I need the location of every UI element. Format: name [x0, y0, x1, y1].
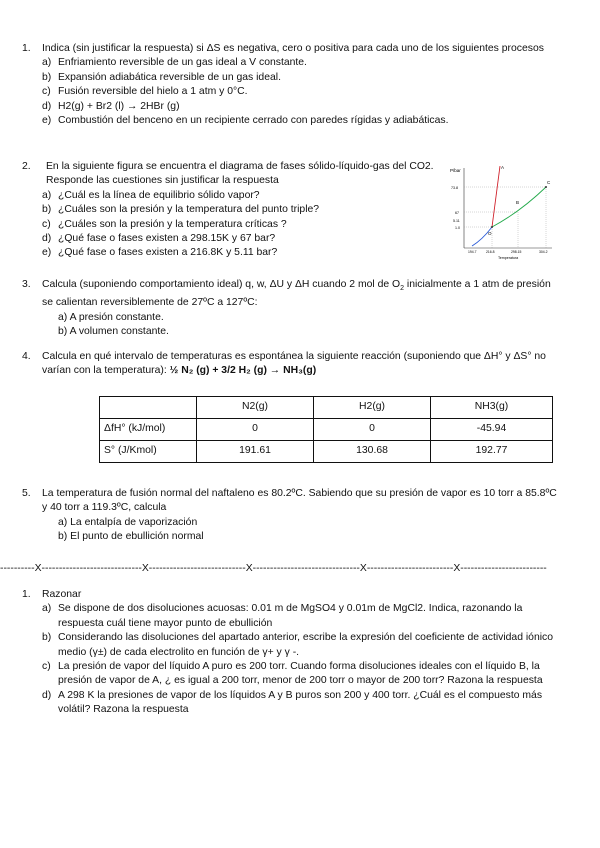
list-item: b) Considerando las disoluciones del apartado anterior, escribe la expresión del coeficiente de actividad iónico medio (γ±) de cada electrolito en función de γ+ y γ -. [42, 632, 554, 658]
list-item: b) A volumen constante. [58, 326, 169, 338]
question-5 [22, 487, 557, 545]
question-number: 1. [22, 589, 31, 600]
point-label: A [501, 165, 505, 170]
x-axis-label: Temperatura [498, 256, 519, 260]
y-axis-label: P/bar [450, 168, 461, 173]
tick-label: 304.2 [539, 250, 548, 254]
tick-label: 216.8 [486, 250, 495, 254]
solid-liquid-line [492, 166, 500, 227]
list-item: a) Se dispone de dos disoluciones acuosas: 0.01 m de MgSO4 y 0.01m de MgCl2. Indica, razonando la respuesta cuál tiene mayor punto de ebullición [42, 603, 523, 629]
table-row [100, 397, 553, 419]
tick-label: 67 [455, 211, 459, 215]
table-cell: NH3(g) [431, 397, 553, 419]
table-cell: 192.77 [431, 441, 553, 463]
tick-label: 1.0 [455, 226, 460, 230]
tick-label: 73.8 [451, 186, 458, 190]
phase-diagram [448, 160, 558, 260]
question-number: 1. [22, 43, 31, 54]
question-text: Calcula en qué intervalo de temperaturas es espontánea la siguiente reacción (suponiendo que ΔH° y ΔS° no varían con la temperatura): ½ N₂ (g) + 3/2 H₂ (g) → NH₃(g) [42, 351, 546, 377]
question-3 [22, 278, 557, 340]
solid-vapor-line [472, 227, 492, 246]
question-text: Indica (sin justificar la respuesta) si ΔS es negativa, cero o positiva para cada uno de los siguientes procesos [42, 43, 544, 54]
point-label: O [488, 231, 492, 236]
list-item: e) ¿Qué fase o fases existen a 216.8K y 5.11 bar? [42, 247, 278, 259]
tick-label: 194.7 [468, 250, 477, 254]
list-item: a) A presión constante. [58, 311, 164, 323]
thermo-table [99, 396, 553, 463]
table-cell: 0 [197, 419, 314, 441]
table-cell: 130.68 [314, 441, 431, 463]
list-item: a) ¿Cuál es la línea de equilibrio sólido vapor? [42, 189, 260, 201]
list-item: d) H2(g) + Br2 (l) → 2HBr (g) [42, 100, 180, 112]
question-number: 2. [22, 161, 31, 172]
list-item: c) ¿Cuáles son la presión y la temperatura críticas ? [42, 218, 287, 230]
question-number: 3. [22, 279, 31, 290]
table-cell: ΔfH° (kJ/mol) [100, 419, 197, 441]
reasoning-question [22, 588, 557, 718]
table-cell: 0 [314, 419, 431, 441]
reaction: ½ N₂ (g) + 3/2 H₂ (g) → NH₃(g) [169, 365, 317, 377]
list-item: c) Fusión reversible del hielo a 1 atm y 0°C. [42, 86, 248, 98]
list-item: b) ¿Cuáles son la presión y la temperatura del punto triple? [42, 204, 320, 216]
table-cell [100, 397, 197, 419]
list-item: e) Combustión del benceno en un recipiente cerrado con paredes rígidas y adiabáticas. [42, 115, 449, 127]
point-label: C [547, 180, 551, 185]
tick-label: 5.11 [453, 219, 460, 223]
list-item: b) Expansión adiabática reversible de un gas ideal. [42, 71, 281, 83]
question-text: La temperatura de fusión normal del naftaleno es 80.2ºC. Sabiendo que su presión de vapor es 10 torr a 85.8ºC y 40 torr a 119.3ºC, calcula [42, 488, 557, 514]
question-text: Calcula (suponiendo comportamiento ideal) q, w, ΔU y ΔH cuando 2 mol de $O_2$ inicialmente a 1 atm de presión se calientan reversiblemente de 27ºC a 127ºC: [42, 279, 551, 309]
table-cell: 191.61 [197, 441, 314, 463]
point-label: B [516, 200, 520, 205]
table-cell: H2(g) [314, 397, 431, 419]
question-4 [22, 350, 557, 379]
list-item: d) ¿Qué fase o fases existen a 298.15K y 67 bar? [42, 233, 276, 245]
tick-label: 298.15 [511, 250, 522, 254]
liquid-vapor-line [492, 187, 546, 227]
section-divider: ----------X-----------------------------X----------------------------X-------------------------------X-------------------------X------------------------- [0, 563, 547, 574]
table-cell: -45.94 [431, 419, 553, 441]
list-item: a) Enfriamiento reversible de un gas ideal a V constante. [42, 57, 307, 69]
table-row [100, 419, 553, 441]
table-row [100, 441, 553, 463]
question-number: 4. [22, 351, 31, 362]
question-2 [22, 160, 442, 261]
list-item: b) El punto de ebullición normal [58, 531, 204, 543]
list-item: d) A 298 K la presiones de vapor de los líquidos A y B puros son 200 y 400 torr. ¿Cuál es el compuesto más volátil? Razona la respuesta [42, 689, 543, 716]
question-text: En la siguiente figura se encuentra el diagrama de fases sólido-líquido-gas del CO2. Responde las cuestiones sin justificar la respuesta [46, 161, 434, 187]
question-1 [22, 42, 557, 128]
table-cell: N2(g) [197, 397, 314, 419]
table-cell: S° (J/Kmol) [100, 441, 197, 463]
question-number: 5. [22, 488, 31, 499]
list-item: a) La entalpía de vaporización [58, 516, 198, 528]
question-title: Razonar [42, 589, 82, 600]
list-item: c) La presión de vapor del líquido A puro es 200 torr. Cuando forma disoluciones ideales con el líquido B, la presión de vapor de A, ¿ es igual a 200 torr, menor de 200 torr o mayor de 200 torr? Razona la respuesta [42, 661, 543, 687]
